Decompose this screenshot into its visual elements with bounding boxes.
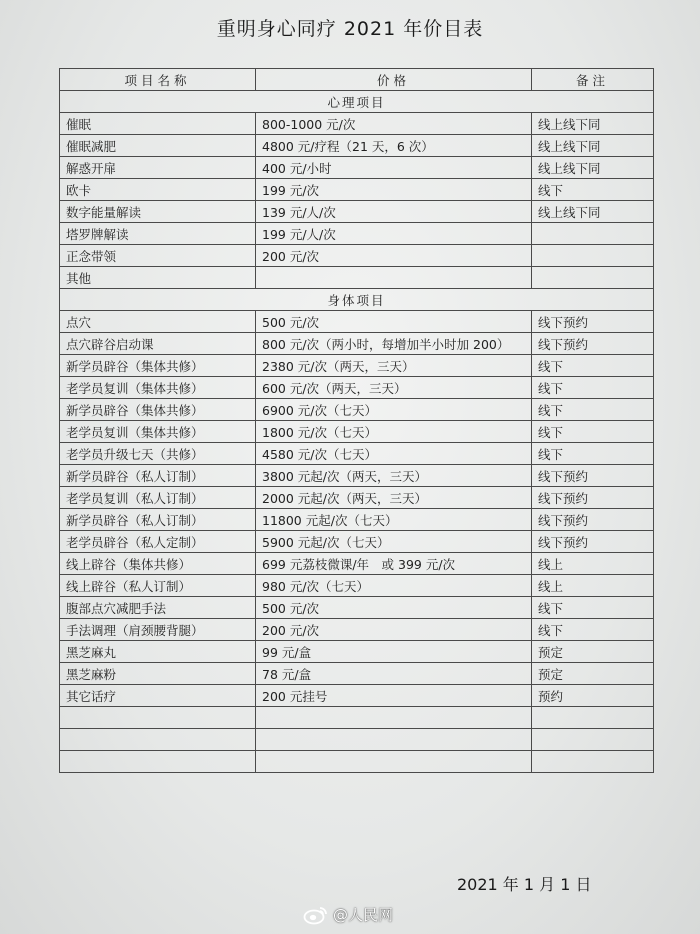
price-cell: 600 元/次（两天，三天）: [256, 377, 532, 399]
table-row: [60, 377, 654, 399]
table-row: [60, 465, 654, 487]
note-cell: 线下: [532, 179, 654, 201]
item-name-cell: 黑芝麻丸: [60, 641, 256, 663]
note-cell: 线下预约: [532, 531, 654, 553]
section-row: [60, 289, 654, 311]
item-name-cell: 点穴辟谷启动课: [60, 333, 256, 355]
table-row: [60, 751, 654, 773]
item-name-cell: 线上辟谷（私人订制）: [60, 575, 256, 597]
item-name-cell: 黑芝麻粉: [60, 663, 256, 685]
table-row: [60, 135, 654, 157]
item-name-cell: 老学员升级七天（共修）: [60, 443, 256, 465]
item-name-cell: 腹部点穴减肥手法: [60, 597, 256, 619]
price-cell: 199 元/次: [256, 179, 532, 201]
price-cell: 500 元/次: [256, 597, 532, 619]
section-title: 身体项目: [60, 289, 654, 311]
item-name-cell: 老学员复训（集体共修）: [60, 377, 256, 399]
note-cell: 线下: [532, 399, 654, 421]
item-name-cell: 线上辟谷（集体共修）: [60, 553, 256, 575]
item-name-cell: 老学员辟谷（私人定制）: [60, 531, 256, 553]
price-cell: 400 元/小时: [256, 157, 532, 179]
note-cell: 线下预约: [532, 333, 654, 355]
note-cell: [532, 729, 654, 751]
table-row: [60, 509, 654, 531]
note-cell: 线下: [532, 597, 654, 619]
price-cell: 99 元/盒: [256, 641, 532, 663]
price-cell: 78 元/盒: [256, 663, 532, 685]
price-cell: 800-1000 元/次: [256, 113, 532, 135]
price-cell: 4580 元/次（七天）: [256, 443, 532, 465]
price-cell: [256, 751, 532, 773]
item-name-cell: 老学员复训（集体共修）: [60, 421, 256, 443]
note-cell: 线下: [532, 443, 654, 465]
table-row: [60, 707, 654, 729]
table-row: [60, 531, 654, 553]
price-cell: 3800 元起/次（两天，三天）: [256, 465, 532, 487]
item-name-cell: 正念带领: [60, 245, 256, 267]
item-name-cell: 催眠减肥: [60, 135, 256, 157]
table-row: [60, 443, 654, 465]
price-cell: 1800 元/次（七天）: [256, 421, 532, 443]
item-name-cell: [60, 751, 256, 773]
section-title: 心理项目: [60, 91, 654, 113]
table-row: [60, 179, 654, 201]
item-name-cell: 催眠: [60, 113, 256, 135]
note-cell: [532, 267, 654, 289]
item-name-cell: 解惑开扉: [60, 157, 256, 179]
item-name-cell: [60, 729, 256, 751]
note-cell: [532, 223, 654, 245]
header-note: 备注: [532, 69, 654, 91]
table-row: [60, 157, 654, 179]
table-row: [60, 685, 654, 707]
header-item-name: 项目名称: [60, 69, 256, 91]
table-header-row: [60, 69, 654, 91]
table-row: [60, 597, 654, 619]
note-cell: 线上线下同: [532, 135, 654, 157]
note-cell: 预约: [532, 685, 654, 707]
price-cell: 199 元/人/次: [256, 223, 532, 245]
table-row: [60, 729, 654, 751]
item-name-cell: 数字能量解读: [60, 201, 256, 223]
table-row: [60, 311, 654, 333]
price-cell: 200 元/次: [256, 619, 532, 641]
price-cell: 2380 元/次（两天，三天）: [256, 355, 532, 377]
note-cell: 线上线下同: [532, 201, 654, 223]
price-table: [59, 68, 654, 773]
note-cell: 线下预约: [532, 509, 654, 531]
price-cell: 11800 元起/次（七天）: [256, 509, 532, 531]
price-cell: 699 元荔枝微课/年 或 399 元/次: [256, 553, 532, 575]
item-name-cell: 点穴: [60, 311, 256, 333]
item-name-cell: 新学员辟谷（集体共修）: [60, 399, 256, 421]
note-cell: 线下: [532, 355, 654, 377]
note-cell: 线下预约: [532, 487, 654, 509]
table-row: [60, 113, 654, 135]
table-row: [60, 575, 654, 597]
price-cell: 139 元/人/次: [256, 201, 532, 223]
item-name-cell: 其它话疗: [60, 685, 256, 707]
price-cell: 800 元/次（两小时，每增加半小时加 200）: [256, 333, 532, 355]
item-name-cell: 塔罗牌解读: [60, 223, 256, 245]
item-name-cell: 手法调理（肩颈腰背腿）: [60, 619, 256, 641]
table-row: [60, 223, 654, 245]
table-row: [60, 267, 654, 289]
note-cell: 线下: [532, 421, 654, 443]
note-cell: 线下预约: [532, 311, 654, 333]
note-cell: 线上线下同: [532, 113, 654, 135]
price-table-body: [60, 91, 654, 773]
note-cell: 线上: [532, 575, 654, 597]
watermark-text: @人民网: [333, 906, 394, 924]
item-name-cell: [60, 707, 256, 729]
weibo-icon: [303, 905, 329, 925]
item-name-cell: 欧卡: [60, 179, 256, 201]
table-row: [60, 619, 654, 641]
table-row: [60, 333, 654, 355]
price-cell: 200 元挂号: [256, 685, 532, 707]
section-row: [60, 91, 654, 113]
table-row: [60, 421, 654, 443]
note-cell: 线上线下同: [532, 157, 654, 179]
watermark: [303, 904, 393, 925]
price-cell: 5900 元起/次（七天）: [256, 531, 532, 553]
table-row: [60, 355, 654, 377]
item-name-cell: 老学员复训（私人订制）: [60, 487, 256, 509]
page-title: 重明身心同疗 2021 年价目表: [216, 18, 484, 40]
price-cell: 4800 元/疗程（21 天，6 次）: [256, 135, 532, 157]
price-cell: [256, 707, 532, 729]
document-date: 2021 年 1 月 1 日: [457, 875, 592, 894]
note-cell: [532, 245, 654, 267]
note-cell: 预定: [532, 641, 654, 663]
item-name-cell: 新学员辟谷（私人订制）: [60, 509, 256, 531]
price-cell: 6900 元/次（七天）: [256, 399, 532, 421]
price-cell: 500 元/次: [256, 311, 532, 333]
table-row: [60, 663, 654, 685]
table-row: [60, 201, 654, 223]
item-name-cell: 新学员辟谷（集体共修）: [60, 355, 256, 377]
price-cell: 2000 元起/次（两天，三天）: [256, 487, 532, 509]
price-cell: [256, 729, 532, 751]
note-cell: 线上: [532, 553, 654, 575]
item-name-cell: 其他: [60, 267, 256, 289]
table-row: [60, 487, 654, 509]
header-price: 价格: [256, 69, 532, 91]
table-row: [60, 641, 654, 663]
note-cell: [532, 751, 654, 773]
price-cell: [256, 267, 532, 289]
table-row: [60, 399, 654, 421]
note-cell: 线下: [532, 377, 654, 399]
price-cell: 200 元/次: [256, 245, 532, 267]
note-cell: 线下: [532, 619, 654, 641]
note-cell: [532, 707, 654, 729]
price-cell: 980 元/次（七天）: [256, 575, 532, 597]
table-row: [60, 553, 654, 575]
note-cell: 预定: [532, 663, 654, 685]
note-cell: 线下预约: [532, 465, 654, 487]
table-row: [60, 245, 654, 267]
item-name-cell: 新学员辟谷（私人订制）: [60, 465, 256, 487]
